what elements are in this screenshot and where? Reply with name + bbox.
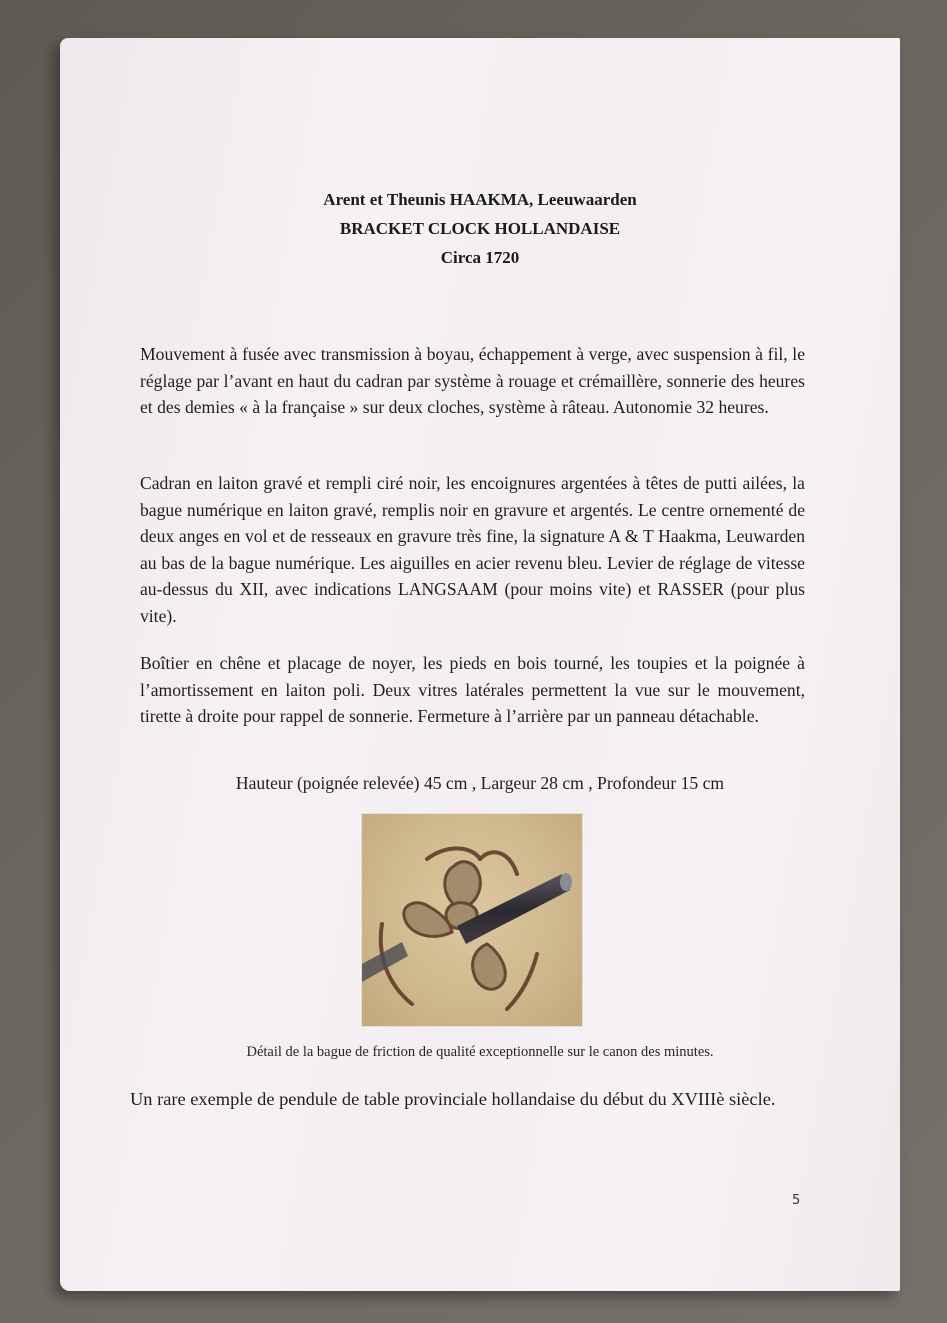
paragraph-movement: Mouvement à fusée avec transmission à boyau, échappement à verge, avec suspension à fil, le réglage par l’avant en haut du cadran par système à rouage et crémaillère, sonnerie des heures et des demies « à la française » sur deux cloches, système à râteau. Autonomie 32 heures. [140, 344, 805, 417]
rod-end [560, 873, 572, 891]
dimensions: Hauteur (poignée relevée) 45 cm , Largeur 28 cm , Profondeur 15 cm [235, 773, 725, 793]
friction-ring-photo [361, 813, 583, 1027]
header-maker: Arent et Theunis HAAKMA, Leeuwaarden [323, 190, 637, 209]
page-number: 5 [792, 1193, 801, 1208]
header-title: BRACKET CLOCK HOLLANDAISE [339, 219, 621, 238]
rod-shadow [362, 942, 408, 982]
paragraph-case: Boîtier en chêne et placage de noyer, les pieds en bois tourné, les toupies et la poignée à l’amortissement en laiton poli. Deux vitres latérales permettent la vue sur le mouvement, tirette à droite pour rappel de sonnerie. Fermeture à l’arrière par un panneau détachable. [140, 653, 805, 726]
document-header [60, 185, 900, 272]
document-page [60, 38, 900, 1291]
closing-paragraph: Un rare exemple de pendule de table provinciale hollandaise du début du XVIIIè siècle. [130, 1089, 776, 1109]
paragraph-dial: Cadran en laiton gravé et rempli ciré noir, les encoignures argentées à têtes de putti ailées, la bague numérique en laiton gravé, remplis noir en gravure et argentés. Le centre ornementé de deux anges en vol et de resseaux en gravure très fine, la signature A & T Haakma, Leuwarden au bas de la bague numérique. Les aiguilles en acier revenu bleu. Levier de réglage de vitesse au-dessus du XII, avec indications LANGSAAM (pour moins vite) et RASSER (pour plus vite). [140, 473, 805, 626]
friction-ring-illustration [362, 814, 582, 1026]
photo-caption: Détail de la bague de friction de qualité exceptionnelle sur le canon des minutes. [246, 1044, 714, 1060]
header-date: Circa 1720 [440, 248, 520, 267]
